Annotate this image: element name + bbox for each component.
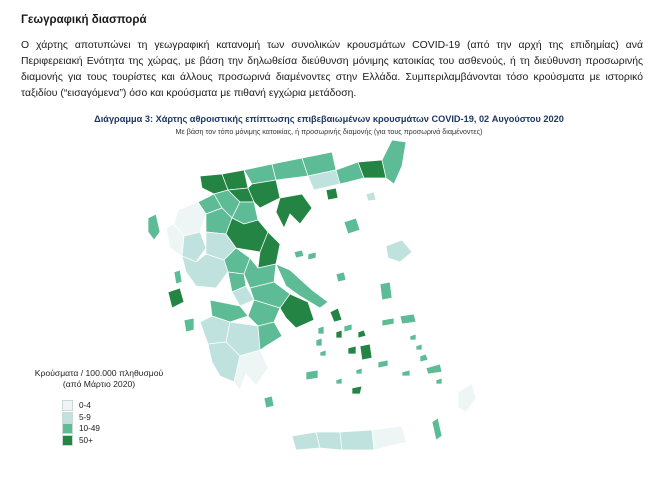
region-thasos: [326, 188, 338, 200]
region-ios: [356, 368, 362, 374]
legend-title-line1: Κρούσματα / 100.000 πληθυσμού: [34, 368, 164, 378]
legend-label: 10-49: [79, 424, 100, 434]
region-milos: [306, 370, 318, 380]
legend-item: [62, 400, 174, 412]
figure-title: [0, 114, 658, 124]
region-kythnos: [316, 338, 322, 346]
legend-swatch: [62, 400, 73, 411]
region-kerkyra: [148, 214, 160, 240]
region-tinos: [344, 324, 352, 332]
region-ikaria: [382, 318, 394, 326]
region-rethymno: [316, 432, 342, 450]
region-thira: [352, 386, 362, 394]
region-skyros: [336, 272, 346, 282]
region-andros: [330, 308, 342, 322]
region-samothraki: [366, 192, 376, 201]
legend-items: [62, 400, 174, 446]
region-serifos: [320, 350, 326, 356]
region-nisyros: [436, 378, 442, 384]
region-ilia: [200, 316, 230, 344]
region-lesvos: [386, 240, 412, 262]
region-argolida: [258, 322, 282, 350]
figure-subtitle: Με βάση τον τόπο μόνιμης κατοικίας, ή προσωρινής διαμονής (για τους προσωρινά διαμένοντες): [175, 127, 483, 136]
region-chios: [380, 282, 392, 300]
legend-title: [24, 368, 174, 390]
figure-number: Διάγραμμα 3:: [94, 114, 153, 124]
region-karpathos: [432, 418, 442, 440]
region-leros: [416, 344, 422, 350]
region-syros: [336, 330, 342, 338]
legend-item: [62, 423, 174, 435]
region-kalymnos: [420, 354, 428, 362]
legend-swatch: [62, 435, 73, 446]
region-kefalonia: [168, 288, 184, 308]
region-rodos: [458, 384, 476, 412]
legend-label: 50+: [79, 435, 93, 445]
region-astypalaia: [402, 370, 410, 376]
region-patmos: [410, 334, 416, 340]
region-amorgos: [378, 360, 388, 368]
legend-swatch: [62, 423, 73, 434]
region-paros: [348, 346, 356, 354]
region-limnos: [344, 218, 360, 234]
legend-item: [62, 435, 174, 447]
figure-title-text: Χάρτης αθροιστικής επίπτωσης επιβεβαιωμένων κρουσμάτων COVID-19, 02 Αυγούστου 2020: [155, 114, 564, 124]
region-chalkidiki: [276, 194, 312, 228]
legend-title-line2: (από Μάρτιο 2020): [62, 379, 136, 389]
region-lasithi: [372, 426, 406, 450]
region-folegandros: [336, 378, 342, 384]
description-paragraph: Ο χάρτης αποτυπώνει τη γεωγραφική κατανομή των συνολικών κρουσμάτων COVID-19 (από την αρχή της επιδημίας) ανά Περιφερειακή Ενότητα της χώρας, με βάση την δηλωθείσα διεύθυνση μόνιμης κατοικίας του ασθενούς, ή τη διεύθυνση προσωρινής διαμονής για τους τουρίστες και άλλους προσωρινά διαμένοντες στην Ελλάδα. Συμπεριλαμβάνονται τόσο κρούσματα με ιστορικό ταξιδίου (“εισαγόμενα”) όσο και κρούσματα με πιθανή εγχώρια μετάδοση.: [21, 40, 643, 99]
legend-swatch: [62, 412, 73, 423]
legend-label: 0-4: [79, 401, 91, 411]
region-zakynthos: [184, 318, 194, 332]
legend-item: [62, 412, 174, 424]
region-sporades-2: [308, 252, 316, 260]
map-legend: [24, 368, 174, 446]
legend-label: 5-9: [79, 412, 91, 422]
region-irakleio: [340, 430, 374, 450]
region-evros: [382, 140, 406, 184]
region-lefkada: [174, 270, 182, 284]
region-samos: [400, 314, 416, 324]
region-kea: [318, 326, 324, 334]
region-mykonos: [358, 330, 366, 338]
section-heading: Γεωγραφική διασπορά: [21, 14, 147, 26]
region-kythira: [264, 396, 274, 408]
region-sporades-1: [294, 250, 304, 258]
region-serres: [272, 158, 308, 180]
region-naxos: [360, 344, 372, 360]
region-kos: [426, 364, 442, 374]
greece-choropleth-map: [140, 136, 490, 458]
region-chania: [292, 432, 320, 450]
region-aitoloakarnania: [182, 254, 228, 288]
